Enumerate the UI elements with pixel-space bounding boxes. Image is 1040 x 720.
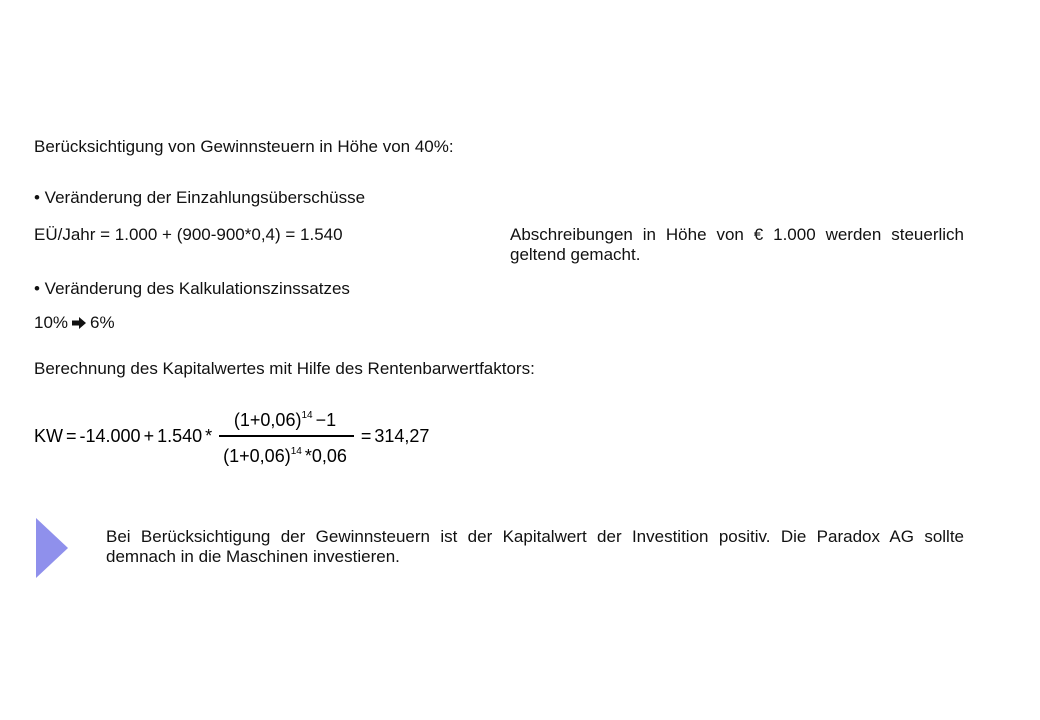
depreciation-note: Abschreibungen in Höhe von € 1.000 werden steuerlich geltend gemacht. [510,225,964,264]
conclusion-text: Bei Berücksichtigung der Gewinnsteuern ist der Kapitalwert der Investition positiv. Die Paradox AG sollte demnach in die Maschinen investieren. [106,527,964,566]
formula-plus: + [143,425,155,446]
rate-to: 6% [90,313,115,332]
formula-times: * [205,425,213,446]
formula-initial: -14.000 [79,425,141,446]
bullet-cashflow-change: • Veränderung der Einzahlungsüberschüsse [34,188,366,207]
fraction-numerator: $(1+0,06)^{14} -1$ [233,410,337,431]
annuity-factor-fraction [219,404,354,467]
triangle-pointer-icon [36,518,68,578]
fraction-denominator: $(1+0,06)^{14}$ *0,06 [223,445,347,466]
formula-equals-result: = [360,425,372,446]
formula-lhs: KW [34,425,63,446]
rate-change [34,313,115,334]
formula-result: 314,27 [374,425,430,446]
bullet-rate-change: • Veränderung des Kalkulationszinssatzes [34,279,350,298]
formula-annuity: 1.540 [157,425,203,446]
rate-from: 10% [34,313,69,332]
right-arrow-icon [72,314,86,334]
calc-heading: Berechnung des Kapitalwertes mit Hilfe des Rentenbarwertfaktors: [34,359,535,378]
eu-formula: EÜ/Jahr = 1.000 + (900-900*0,4) = 1.540 [34,225,343,244]
formula-equals: = [66,425,77,446]
fraction-bar [219,435,354,436]
heading-tax: Berücksichtigung von Gewinnsteuern in Höhe von 40%: [34,137,454,156]
kapitalwert-formula [34,402,429,470]
